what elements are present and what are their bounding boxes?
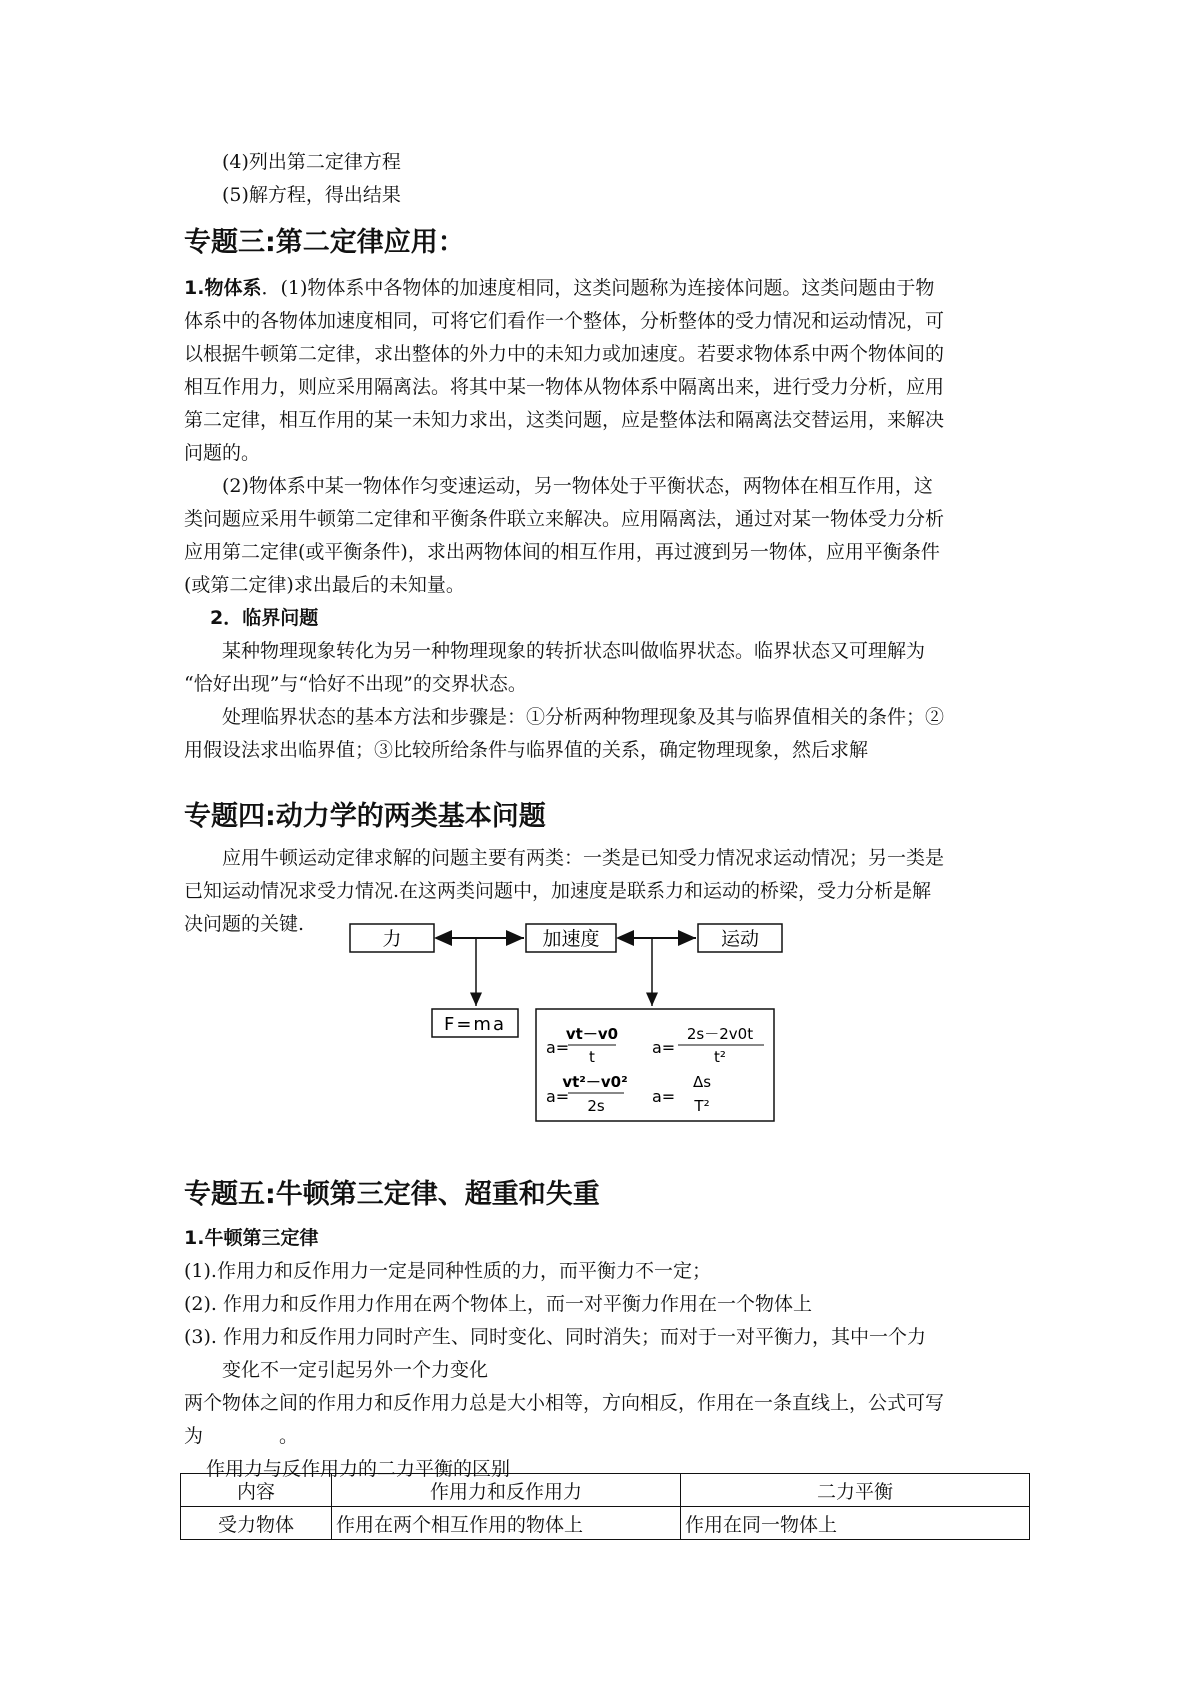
formula3-lhs: a= — [546, 1087, 570, 1106]
dynamics-diagram — [340, 920, 790, 1132]
topic4-line: 决问题的关键. — [184, 913, 305, 935]
box-motion-label: 运动 — [720, 928, 760, 950]
formula2-den: t² — [714, 1048, 726, 1066]
table-header: 内容 — [181, 1474, 332, 1507]
box-acceleration-label: 加速度 — [542, 928, 600, 950]
topic3-p2-line: 应用第二定律(或平衡条件)，求出两物体间的相互作用，再过渡到另一物体，应用平衡条件 — [184, 541, 940, 563]
formula4-num: Δs — [692, 1073, 712, 1091]
table-header: 作用力和反作用力 — [332, 1474, 681, 1507]
topic3-p1-line: 1.物体系．(1)物体系中各物体的加速度相同，这类问题称为连接体问题。这类问题由于物 — [184, 277, 935, 299]
step-5: (5)解方程，得出结果 — [222, 184, 401, 206]
method-line: 处理临界状态的基本方法和步骤是：①分析两种物理现象及其与临界值相关的条件；② — [222, 706, 945, 728]
topic3-title: 专题三:第二定律应用： — [184, 227, 465, 258]
step-4: (4)列出第二定律方程 — [222, 151, 401, 173]
formula2-num: 2s－2v0t — [686, 1025, 754, 1043]
topic5-sub-label: 1.牛顿第三定律 — [184, 1227, 319, 1249]
critical-line: “恰好出现”与“恰好不出现”的交界状态。 — [184, 673, 527, 695]
formula3-num: vt²－v0² — [562, 1073, 628, 1091]
topic5-item: (2). 作用力和反作用力作用在两个物体上，而一对平衡力作用在一个物体上 — [184, 1293, 812, 1315]
formula3-den: 2s — [587, 1097, 605, 1115]
critical-line: 某种物理现象转化为另一种物理现象的转折状态叫做临界状态。临界状态又可理解为 — [222, 640, 926, 662]
topic3-p1-label: 1.物体系 — [184, 277, 262, 299]
topic4-line: 应用牛顿运动定律求解的问题主要有两类：一类是已知受力情况求运动情况；另一类是 — [222, 847, 945, 869]
topic3-p1-line: 问题的。 — [184, 442, 261, 464]
comparison-table — [180, 1473, 1030, 1540]
topic4-line: 已知运动情况求受力情况.在这两类问题中，加速度是联系力和运动的桥梁，受力分析是解 — [184, 880, 932, 902]
topic3-p1-line: 第二定律，相互作用的某一未知力求出，这类问题，应是整体法和隔离法交替运用，来解决 — [184, 409, 945, 431]
topic3-p2-line: (或第二定律)求出最后的未知量。 — [184, 574, 465, 596]
box-force-label: 力 — [382, 928, 402, 950]
formula-fma: F=ma — [444, 1014, 506, 1035]
topic5-item: (1).作用力和反作用力一定是同种性质的力，而平衡力不一定； — [184, 1260, 711, 1282]
topic5-item-cont: 变化不一定引起另外一个力变化 — [222, 1359, 489, 1381]
formula1-den: t — [589, 1048, 595, 1066]
method-line: 用假设法求出临界值；③比较所给条件与临界值的关系，确定物理现象，然后求解 — [184, 739, 869, 761]
topic3-p1-line: 以根据牛顿第二定律，求出整体的外力中的未知力或加速度。若要求物体系中两个物体间的 — [184, 343, 945, 365]
formula2-lhs: a= — [652, 1038, 676, 1057]
formula4-den: T² — [694, 1097, 710, 1115]
topic5-para-line: 为 。 — [184, 1425, 299, 1447]
topic4-title: 专题四:动力学的两类基本问题 — [184, 801, 546, 832]
topic3-p2-line: (2)物体系中某一物体作匀变速运动，另一物体处于平衡状态，两物体在相互作用，这 — [222, 475, 933, 497]
table-caption: 作用力与反作用力的二力平衡的区别 — [206, 1458, 511, 1480]
topic5-para-line: 两个物体之间的作用力和反作用力总是大小相等，方向相反，作用在一条直线上，公式可写 — [184, 1392, 945, 1414]
table-header-row — [181, 1474, 1030, 1507]
topic3-p1-line: 相互作用力，则应采用隔离法。将其中某一物体从物体系中隔离出来，进行受力分析，应用 — [184, 376, 945, 398]
table-cell: 作用在两个相互作用的物体上 — [332, 1507, 681, 1540]
topic5-item: (3). 作用力和反作用力同时产生、同时变化、同时消失；而对于一对平衡力，其中一个力 — [184, 1326, 926, 1348]
formula1-num: vt－v0 — [565, 1025, 619, 1043]
table-row — [181, 1507, 1030, 1540]
table-header: 二力平衡 — [681, 1474, 1030, 1507]
topic3-p2-line: 类问题应采用牛顿第二定律和平衡条件联立来解决。应用隔离法，通过对某一物体受力分析 — [184, 508, 945, 530]
critical-label: 2．临界问题 — [210, 607, 319, 629]
table-cell: 受力物体 — [181, 1507, 332, 1540]
formula1-lhs: a= — [546, 1038, 570, 1057]
topic5-title: 专题五:牛顿第三定律、超重和失重 — [184, 1179, 600, 1210]
table-cell: 作用在同一物体上 — [681, 1507, 1030, 1540]
formula4-lhs: a= — [652, 1087, 676, 1106]
topic3-p1-line: 体系中的各物体加速度相同，可将它们看作一个整体，分析整体的受力情况和运动情况，可 — [184, 310, 945, 332]
